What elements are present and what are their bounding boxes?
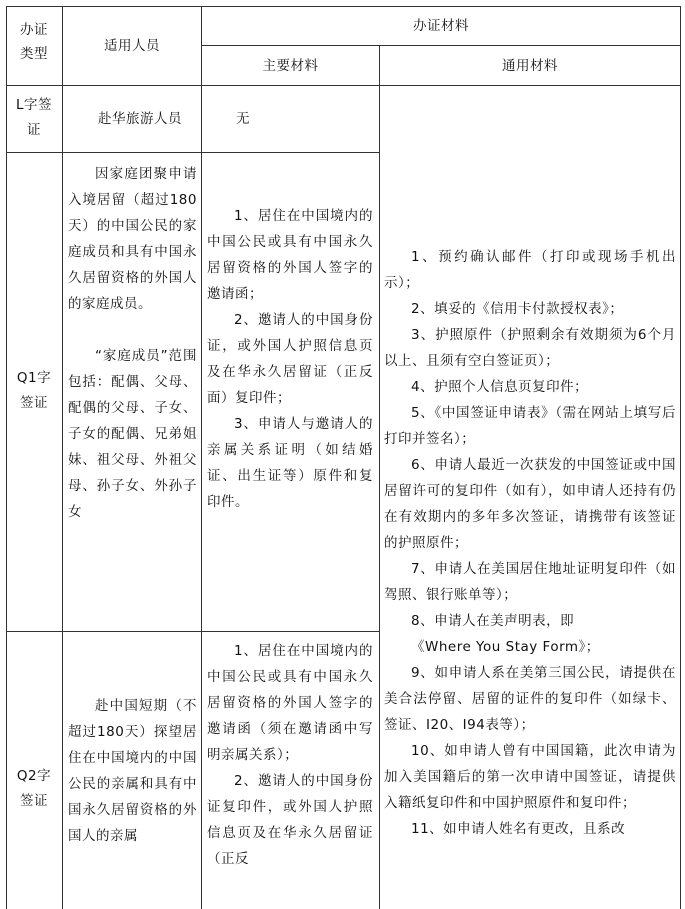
col-divider-type [62, 6, 63, 909]
row-l-type: L字签证 [15, 97, 53, 138]
common-item: 9、如申请人系在美第三国公民，请提供在美合法停留、居留的证件的复印件（如绿卡、签证、I20、I94表等）； [384, 665, 676, 733]
common-item: 8、申请人在美声明表，即 [411, 613, 575, 629]
header-type: 办证类型 [20, 22, 48, 62]
table-border-left [6, 6, 7, 909]
header-divider-materials [201, 45, 681, 46]
row-q2-applicants: 赴中国短期（不超过180天）探望居住在中国境内的中国公民的亲属和具有中国永久居留资格的外国人的亲属 [68, 698, 197, 844]
col-divider-applicants [201, 6, 202, 909]
common-materials-list [384, 244, 676, 842]
col-divider-main [379, 45, 380, 909]
common-item: 5、《中国签证申请表》（需在网站上填写后打印并签名）； [384, 405, 676, 447]
common-item: 11、如申请人姓名有更改，且系改 [411, 821, 626, 837]
common-item: 1、预约确认邮件（打印或现场手机出示）； [384, 249, 676, 291]
table-border-right [680, 6, 681, 909]
header-main-materials: 主要材料 [262, 58, 319, 74]
row-q1-type: Q1字签证 [16, 370, 52, 411]
common-item: 4、护照个人信息页复印件； [411, 379, 589, 395]
common-item: 10、如申请人曾有中国国籍，此次申请为加入美国籍后的第一次申请中国签证，请提供入籍纸复印件和中国护照原件和复印件； [384, 743, 676, 811]
row-q2-type: Q2字签证 [16, 768, 52, 809]
row-q2-main: 1、居住在中国境内的中国公民或具有中国永久居留资格的外国人签字的邀请函（须在邀请函中写明亲属关系）； 2、邀请人的中国身份证复印件，或外国人护照信息页及在华永久居留证（正反 [207, 643, 373, 867]
header-common-materials: 通用材料 [502, 58, 558, 74]
header-applicants: 适用人员 [104, 38, 160, 54]
common-item: 2、填妥的《信用卡付款授权表》； [411, 301, 624, 317]
table-border-top [6, 6, 681, 7]
common-item: 3、护照原件（护照剩余有效期须为6个月以上、且须有空白签证页）； [384, 327, 676, 369]
row-l-main: 无 [236, 111, 250, 127]
header-divider-bottom [6, 85, 681, 86]
header-materials: 办证材料 [413, 18, 469, 34]
row-q1-applicants: 因家庭团聚申请入境居留（超过180天）的中国公民的家庭成员和具有中国永久居留资格的外国人的家庭成员。 “家庭成员”范围包括：配偶、父母、配偶的父母、子女、子女的配偶、兄弟姐妹、祖父母、外祖父母、孙子女、外孙子女 [68, 166, 197, 520]
common-item: 6、申请人最近一次获发的中国签证或中国居留许可的复印件（如有），如申请人还持有仍在有效期内的多年多次签证，请携带有该签证的护照原件； [384, 457, 676, 551]
row-q1-main: 1、居住在中国境内的中国公民或具有中国永久居留资格的外国人签字的邀请函； 2、邀请人的中国身份证，或外国人护照信息页及在华永久居留证（正反面）复印件； 3、申请人与邀请人的亲属关系证明（如结婚证、出生证等）原件和复印件。 [207, 208, 373, 510]
common-item: 7、申请人在美国居住地址证明复印件（如驾照、银行账单等）； [384, 561, 676, 603]
common-item: 《Where You Stay Form》； [411, 639, 600, 655]
row-l-applicants: 赴华旅游人员 [98, 111, 182, 127]
